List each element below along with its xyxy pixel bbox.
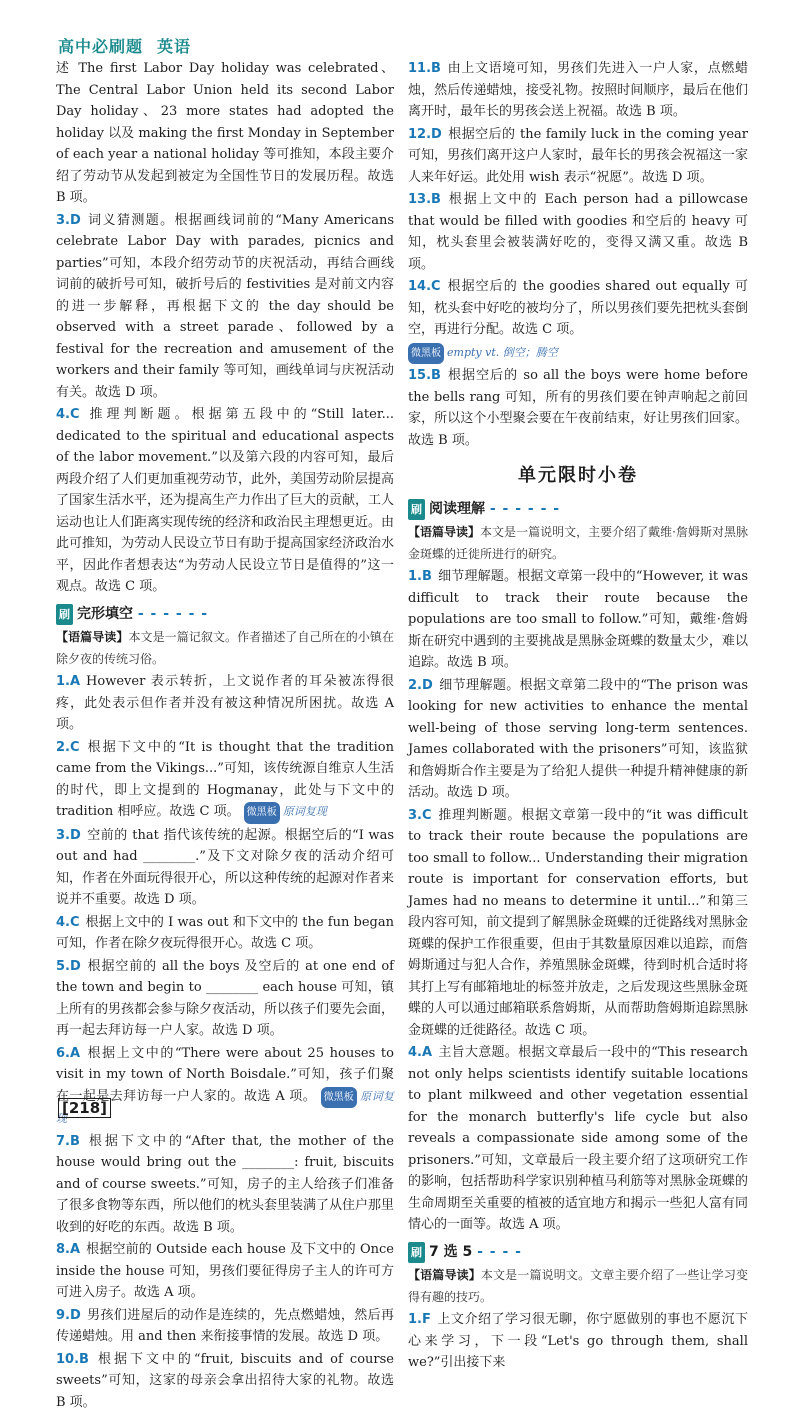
answer-item: [408, 1309, 748, 1374]
note-badge-icon: 微黑板: [321, 1087, 357, 1109]
guide-text: 本文是一篇记叙文。作者描述了自己所在的小镇在除夕夜的传统习俗。: [56, 630, 394, 666]
item-number: 4.: [56, 407, 70, 422]
answer-explanation: 根据下文中的“fruit, biscuits and of course sweets”可知，这家的母亲会拿出招待大家的礼物。故选 B 项。: [56, 1351, 394, 1410]
intro-paragraph: 述 The first Labor Day holiday was celebrated、The Central Labor Union held its second Labor Day holiday、23 more states had adopted the holiday 以及 making the first Monday in September of each year a national holiday 等可推知，本段主要介绍了劳动节从发起到被定为全国性节日的发展历程。故选 B 项。: [56, 61, 394, 205]
item-number: 14.: [408, 279, 432, 294]
section-heading: [408, 499, 748, 521]
note-badge-icon: 微黑板: [408, 343, 444, 365]
guide-text: 本文是一篇说明文，主要介绍了戴维·詹姆斯对黑脉金斑蝶的迁徙所进行的研究。: [408, 525, 748, 561]
section-title: 7 选 5: [429, 1243, 473, 1260]
answer-explanation: 根据空前的 Outside each house 及下文中的 Once inside the house 可知，男孩们要征得房子主人的许可方可进入房子。故选 A 项。: [56, 1242, 394, 1300]
answer-item: [408, 124, 748, 189]
item-number: 5.: [56, 958, 70, 974]
answer-item: [56, 1349, 394, 1414]
answer-explanation: 根据空前的 all the boys 及空后的 at one end of the town and begin to ________ each house 可知，镇上所有的男孩都会参与除夕夜活动，所以孩子们要先会面，再一起去拜访每一户人家。故选 D 项。: [56, 958, 395, 1038]
answer-item: [56, 671, 394, 736]
section-title: 阅读理解: [429, 500, 485, 517]
answer-item: [408, 189, 748, 275]
answer-letter: A: [69, 1045, 81, 1061]
subject-label: 英语: [157, 37, 192, 56]
answer-letter: D: [431, 126, 442, 142]
answer-letter: B: [421, 569, 432, 584]
item-number: 3.: [56, 827, 70, 843]
item-number: 15.: [408, 368, 432, 383]
dash-decoration: - - - -: [477, 1243, 522, 1260]
answer-item: [408, 566, 748, 674]
item-number: 1.: [408, 569, 422, 584]
answer-item: [56, 956, 394, 1042]
item-number: 1.: [56, 674, 70, 689]
answer-letter: D: [69, 212, 81, 228]
answer-explanation: 根据上文中的 Each person had a pillowcase that would be filled with goodies 和空后的 heavy 可知，枕头套里会被装满好吃的，变得又满又重。故选 B 项。: [408, 192, 748, 272]
item-number: 2.: [56, 739, 70, 755]
brush-icon: 刷: [56, 604, 73, 626]
answer-explanation: 细节理解题。根据文章第二段中的“The prison was looking for new activities to enhance the mental well-being of those serving long-term sentences. James collaborated with the prisoners”可知，该监狱和詹姆斯合作主要是为了给犯人提供一种提升精神健康的新活动。故选 D 项。: [408, 677, 748, 800]
note-badge-icon: 微黑板: [244, 802, 280, 824]
answer-letter: A: [421, 1045, 433, 1060]
item-number: 11.: [408, 61, 432, 76]
guide-text: 本文是一篇说明文。文章主要介绍了一些让学习变得有趣的技巧。: [408, 1268, 748, 1304]
answer-letter: C: [431, 279, 441, 294]
unit-title: 单元限时小卷: [518, 465, 638, 486]
answer-letter: B: [69, 1133, 80, 1149]
answer-explanation: 主旨大意题。根据文章最后一段中的“This research not only helps scientists identify suitable locations to plant milkweed and other vegetation essential for the monarch butterfly's life cycle but also reveals a compassionate side among some of the prisoners.”可知，文章最后一段主要介绍了这项研究工作的影响，包括帮助科学家识别种植马利筋等对黑脉金斑蝶的生命周期至关重要的植被的适宜地方和揭示一些犯人富有同情心的一面等。故选 A 项。: [408, 1045, 748, 1232]
answer-letter: D: [69, 958, 81, 974]
item-number: 7.: [56, 1133, 70, 1149]
answer-item: [56, 404, 394, 598]
answer-explanation: However 表示转折，上文说作者的耳朵被冻得很疼，此处表示但作者并没有被这种情况所困扰。故选 A 项。: [56, 674, 394, 732]
guide-label: 【语篇导读】: [56, 630, 129, 644]
section-heading: [408, 1242, 748, 1264]
answer-letter: C: [69, 739, 80, 755]
answer-letter: B: [79, 1351, 89, 1367]
item-number: 4.: [408, 1045, 422, 1060]
right-column: [408, 58, 748, 1375]
section-title: 完形填空: [77, 605, 133, 622]
answer-letter: D: [69, 827, 81, 843]
section-heading: [56, 604, 394, 626]
brush-icon: 刷: [408, 499, 425, 521]
item-number: 8.: [56, 1242, 70, 1257]
answer-explanation: 根据下文中的“It is thought that the tradition came from the Vikings...”可知，该传统源自维京人生活的时代，即上文提到的 Hogmanay，此处与下文中的 tradition 相呼应。故选 C 项。: [56, 739, 394, 819]
left-column: [56, 58, 394, 1414]
page-number-value: 218: [68, 1099, 101, 1117]
answer-letter: B: [431, 368, 441, 383]
item-number: 10.: [56, 1351, 80, 1367]
answer-explanation: 推理判断题。根据第五段中的“Still later... dedicated to the spiritual and educational aspects of the labor movement.”以及第六段的内容可知，最后两段介绍了人们更加重视劳动节，此外，美国劳动阶层提高了国家生活水平，还为提高生产力作出了巨大的贡献，工人运动也让人们距离实现传统的经济和政治民主理想更近。由此可推知，为劳动人民设立节日有助于提高国家经济政治水平，因此作者想表达“为劳动人民设立节日是值得的”这一观点。故选 C 项。: [56, 407, 395, 594]
answer-letter: D: [69, 1307, 81, 1323]
answer-letter: B: [431, 192, 441, 207]
answer-item: [408, 276, 748, 341]
answer-letter: D: [421, 677, 433, 693]
page-number: [218]: [58, 1098, 111, 1118]
guide-label: 【语篇导读】: [408, 1268, 481, 1282]
answer-explanation: 词义猜测题。根据画线词前的“Many Americans celebrate Labor Day with parades, picnics and parties”可知，本段介绍劳动节的庆祝活动，再结合画线词前的破折号可知，破折号后的 festivities 是对前文内容的进一步解释，再根据下文的 the day should be observed with a street parade、followed by a festival for the recreation and amusement of the workers and their family 等可知，画线单词与庆祝活动有关。故选 D 项。: [56, 212, 394, 400]
answer-item: [408, 675, 748, 804]
answer-letter: B: [431, 61, 441, 76]
answer-item: [56, 825, 394, 911]
answer-explanation: 空前的 that 指代该传统的起源。根据空后的“I was out and had ________.”及下文对除夕夜的活动介绍可知，作者在外面玩得很开心，所以这种传统的起源对作者来说并不重要。故选 D 项。: [56, 827, 395, 907]
item-number: 2.: [408, 677, 422, 693]
answer-letter: C: [421, 807, 432, 823]
answer-explanation: 根据空后的 the family luck in the coming year 可知，男孩们离开这户人家时，最年长的男孩会祝福这一家人来年好运。此处用 wish 表示“祝愿”。故选 D 项。: [408, 126, 748, 185]
answer-explanation: 根据空后的 so all the boys were home before the bells rang 可知，所有的男孩们要在钟声响起之前回家，所以这个小型聚会要在午夜前结束，好让男孩们回家。故选 B 项。: [408, 368, 748, 448]
answer-letter: C: [69, 407, 80, 422]
answer-letter: A: [69, 674, 81, 689]
answer-item: [408, 1042, 748, 1236]
reading-guide: [408, 1265, 748, 1308]
item-number: 13.: [408, 192, 432, 207]
reading-guide: [56, 627, 394, 670]
answer-letter: A: [69, 1242, 81, 1257]
answer-letter: C: [69, 914, 80, 930]
margin-note: [408, 342, 748, 365]
dash-decoration: - - - - - -: [137, 605, 209, 622]
answer-item: [56, 1131, 394, 1239]
answer-explanation: 由上文语境可知，男孩们先进入一户人家，点燃蜡烛，然后传递蜡烛，接受礼物。按照时间顺序，最后在他们离开时，最年长的男孩会送上祝福。故选 B 项。: [408, 61, 748, 119]
item-number: 6.: [56, 1045, 70, 1061]
item-number: 4.: [56, 914, 70, 930]
answer-explanation: 根据上文中的 I was out 和下文中的 the fun began 可知，作者在除夕夜玩得很开心。故选 C 项。: [56, 914, 394, 951]
item-number: 12.: [408, 126, 432, 142]
item-number: 3.: [56, 212, 70, 228]
answer-item: [408, 365, 748, 451]
answer-item: [56, 737, 394, 824]
reading-guide: [408, 522, 748, 565]
answer-item: [56, 1239, 394, 1304]
answer-explanation: 根据下文中的“After that, the mother of the house would bring out the ________: fruit, biscuits and of course sweets.”可知，房子的主人给孩子们准备了很多食物等东西，所以他们的枕头套里装满了从住户那里收到的好吃的东西。故选 B 项。: [56, 1133, 395, 1235]
brush-icon: 刷: [408, 1242, 425, 1264]
answer-explanation: 根据上文中的“There were about 25 houses to visit in my town of North Boisdale.”可知，孩子们聚在一起是去拜访每一户人家的。故选 A 项。: [56, 1045, 394, 1104]
answer-explanation: 推理判断题。根据文章第一段中的“it was difficult to track their route because the populations are too small to follow... Understanding their migration route is important for conservation efforts, but James had no means to determine it until...”和第三段内容可知，前文提到了解黑脉金斑蝶的迁徙路线对黑脉金斑蝶的保护工作很重要，但由于其数量原因难以追踪，而詹姆斯通过与犯人合作，养殖黑脉金斑蝶，待到时机合适时将其打上写有邮箱地址的标签并放走，之后发现这些黑脉金斑蝶的人可以通过邮箱联系詹姆斯，从而帮助詹姆斯追踪黑脉金斑蝶的迁徙路径。故选 C 项。: [408, 807, 748, 1038]
answer-item: [56, 1305, 394, 1348]
dash-decoration: - - - - - -: [489, 500, 561, 517]
item-number: 1.: [408, 1312, 422, 1327]
item-number: 3.: [408, 807, 422, 823]
note-text: empty vt. 倒空；腾空: [447, 345, 558, 359]
answer-item: [408, 58, 748, 123]
book-title: 高中必刷题: [58, 37, 144, 56]
answer-item: [56, 210, 394, 404]
item-number: 9.: [56, 1307, 70, 1323]
answer-explanation: 男孩们进屋后的动作是连续的，先点燃蜡烛，然后再传递蜡烛。用 and then 来衔接事情的发展。故选 D 项。: [56, 1307, 394, 1344]
guide-label: 【语篇导读】: [408, 525, 481, 539]
answer-letter: F: [421, 1312, 431, 1327]
note-text: 原词复现: [282, 805, 327, 818]
answer-explanation: 上文介绍了学习很无聊，你宁愿做别的事也不愿沉下心来学习，下一段“Let's go through them, shall we?”引出接下来: [408, 1312, 748, 1370]
answer-item: [408, 805, 748, 1042]
margin-note: [244, 805, 327, 818]
note-text: 原词复现: [56, 1089, 394, 1125]
answer-item: [56, 912, 394, 955]
answer-explanation: 细节理解题。根据文章第一段中的“However, it was difficult to track their route because the populations are too small to follow.”可知，戴维·詹姆斯在研究中遇到的主要挑战是黑脉金斑蝶的数量太少，难以追踪。故选 B 项。: [408, 569, 748, 670]
page-header: [58, 34, 205, 57]
answer-explanation: 根据空后的 the goodies shared out equally 可知，枕头套中好吃的被均分了，所以男孩们要先把枕头套倒空，再进行分配。故选 C 项。: [408, 279, 748, 337]
